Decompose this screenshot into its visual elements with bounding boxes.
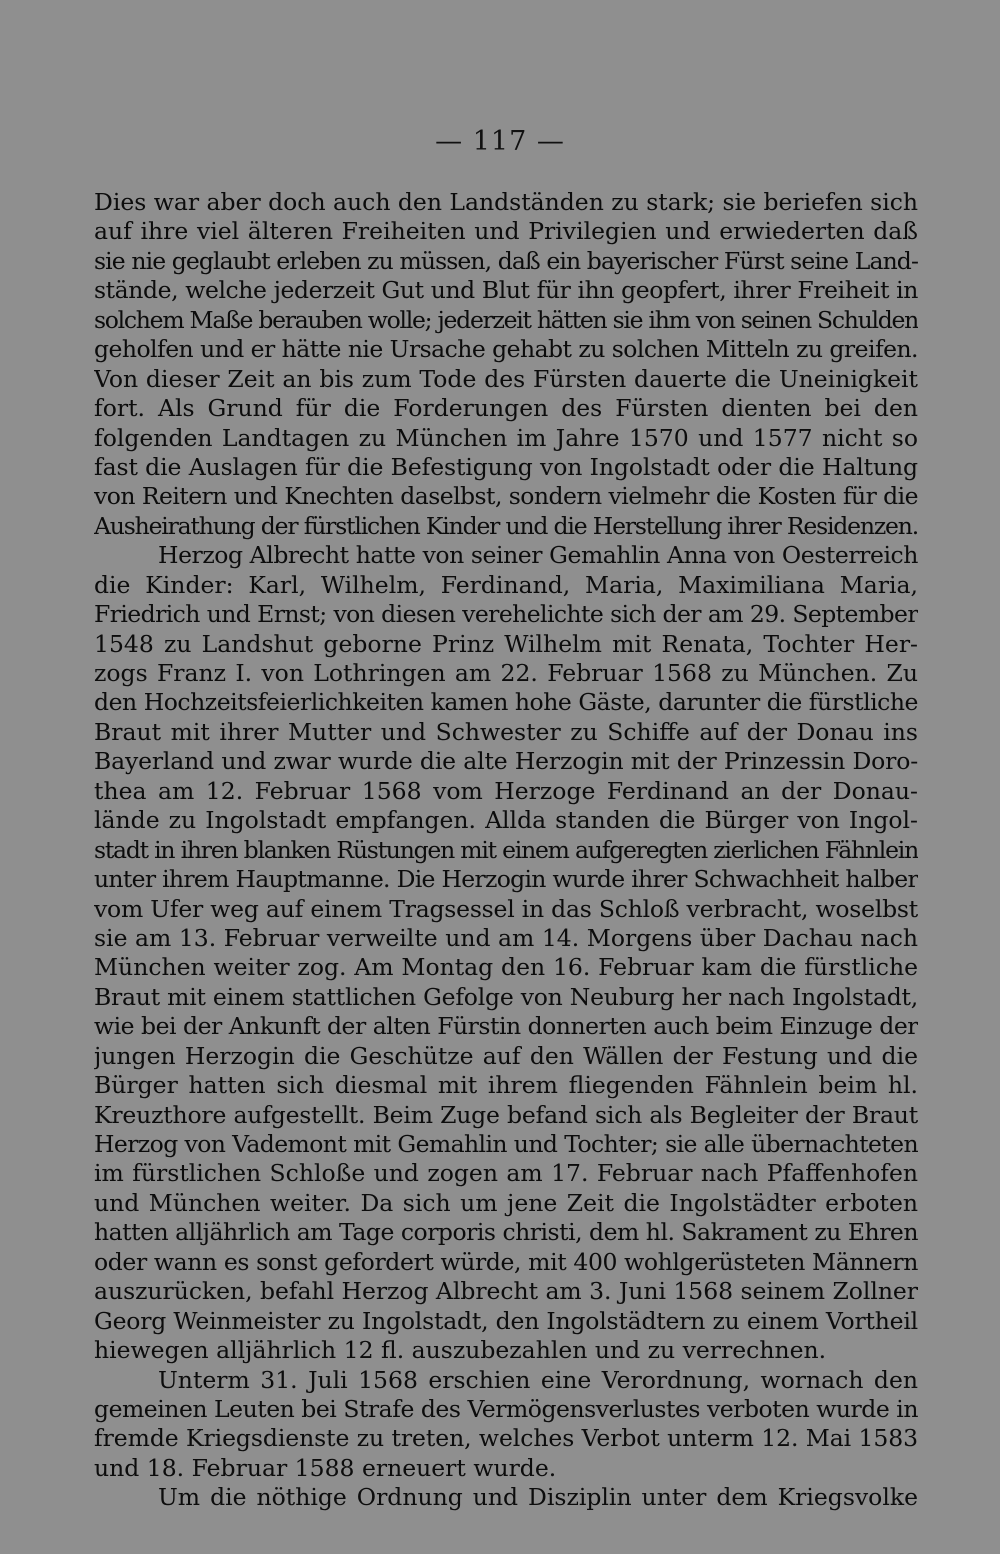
text-line: fort. Als Grund für die Forderungen des Fürsten dienten bei den bbox=[94, 394, 918, 423]
text-line: fast die Auslagen für die Befestigung von Ingolstadt oder die Haltung bbox=[94, 452, 918, 481]
text-line: den Hochzeitsfeierlichkeiten kamen hohe Gäste, darunter die fürstliche bbox=[94, 688, 918, 717]
text-line: Kreuzthore aufgestellt. Beim Zuge befand sich als Begleiter der Braut bbox=[94, 1100, 918, 1129]
text-line: stadt in ihren blanken Rüstungen mit einem aufgeregten zierlichen Fähnlein bbox=[94, 835, 918, 864]
text-line: und München weiter. Da sich um jene Zeit die Ingolstädter erboten bbox=[94, 1188, 918, 1217]
text-line: Ausheirathung der fürstlichen Kinder und die Herstellung ihrer Residenzen. bbox=[94, 511, 918, 540]
text-line: stände, welche jederzeit Gut und Blut für ihn geopfert, ihrer Freiheit in bbox=[94, 276, 918, 305]
text-line: zogs Franz I. von Lothringen am 22. Februar 1568 zu München. Zu bbox=[94, 659, 918, 687]
text-line: von Reitern und Knechten daselbst, sondern vielmehr die Kosten für die bbox=[94, 482, 918, 511]
text-line: sie nie geglaubt erleben zu müssen, daß ein bayerischer Fürst seine Land- bbox=[94, 246, 918, 275]
text-line: die Kinder: Karl, Wilhelm, Ferdinand, Maria, Maximiliana Maria, bbox=[94, 570, 918, 599]
text-line: thea am 12. Februar 1568 vom Herzoge Ferdinand an der Donau- bbox=[94, 776, 918, 805]
text-line: folgenden Landtagen zu München im Jahre 1570 und 1577 nicht so bbox=[94, 423, 918, 452]
text-line: Herzog von Vademont mit Gemahlin und Tochter; sie alle übernachteten bbox=[94, 1130, 918, 1158]
text-line: unter ihrem Hauptmanne. Die Herzogin wurde ihrer Schwachheit halber bbox=[94, 865, 918, 894]
text-line: Herzog Albrecht hatte von seiner Gemahlin Anna von Oesterreich bbox=[158, 541, 918, 570]
page-number: — 117 — bbox=[435, 126, 565, 157]
text-line: gemeinen Leuten bei Strafe des Vermögensverlustes verboten wurde in bbox=[94, 1394, 918, 1423]
text-line: auf ihre viel älteren Freiheiten und Privilegien und erwiederten daß bbox=[94, 217, 918, 246]
text-line: hiewegen alljährlich 12 fl. auszubezahlen und zu verrechnen. bbox=[94, 1336, 827, 1365]
text-line: oder wann es sonst gefordert würde, mit 400 wohlgerüsteten Männern bbox=[94, 1247, 918, 1276]
text-line: lände zu Ingolstadt empfangen. Allda standen die Bürger von Ingol- bbox=[94, 806, 918, 835]
text-line: Bürger hatten sich diesmal mit ihrem fliegenden Fähnlein beim hl. bbox=[94, 1071, 918, 1100]
text-line: jungen Herzogin die Geschütze auf den Wällen der Festung und die bbox=[94, 1041, 918, 1070]
text-line: Dies war aber doch auch den Landständen zu stark; sie beriefen sich bbox=[94, 188, 918, 216]
text-line: auszurücken, befahl Herzog Albrecht am 3. Juni 1568 seinem Zollner bbox=[94, 1277, 918, 1306]
text-line: Unterm 31. Juli 1568 erschien eine Verordnung, wornach den bbox=[158, 1365, 918, 1394]
text-line: hatten alljährlich am Tage corporis christi, dem hl. Sakrament zu Ehren bbox=[94, 1218, 918, 1247]
text-line: geholfen und er hätte nie Ursache gehabt zu solchen Mitteln zu greifen. bbox=[94, 335, 918, 364]
text-line: München weiter zog. Am Montag den 16. Februar kam die fürstliche bbox=[94, 953, 918, 982]
text-line: vom Ufer weg auf einem Tragsessel in das Schloß verbracht, woselbst bbox=[94, 894, 918, 923]
text-line: Georg Weinmeister zu Ingolstadt, den Ingolstädtern zu einem Vortheil bbox=[94, 1306, 918, 1335]
text-line: fremde Kriegsdienste zu treten, welches Verbot unterm 12. Mai 1583 bbox=[94, 1424, 918, 1453]
text-line: 1548 zu Landshut geborne Prinz Wilhelm mit Renata, Tochter Her- bbox=[94, 629, 918, 658]
text-line: Um die nöthige Ordnung und Disziplin unter dem Kriegsvolke bbox=[158, 1483, 918, 1512]
text-line: Friedrich und Ernst; von diesen verehelichte sich der am 29. September bbox=[94, 600, 918, 629]
body-text bbox=[94, 188, 918, 1513]
text-line: Von dieser Zeit an bis zum Tode des Fürsten dauerte die Uneinigkeit bbox=[94, 364, 918, 393]
text-line: Braut mit einem stattlichen Gefolge von Neuburg her nach Ingolstadt, bbox=[94, 982, 918, 1011]
text-line: Bayerland und zwar wurde die alte Herzogin mit der Prinzessin Doro- bbox=[94, 747, 918, 776]
text-line: sie am 13. Februar verweilte und am 14. Morgens über Dachau nach bbox=[94, 923, 918, 952]
text-line: solchem Maße berauben wolle; jederzeit hätten sie ihm von seinen Schulden bbox=[94, 305, 918, 334]
text-line: im fürstlichen Schloße und zogen am 17. Februar nach Pfaffenhofen bbox=[94, 1159, 918, 1188]
text-line: wie bei der Ankunft der alten Fürstin donnerten auch beim Einzuge der bbox=[94, 1012, 918, 1041]
text-line: und 18. Februar 1588 erneuert wurde. bbox=[94, 1453, 557, 1482]
text-line: Braut mit ihrer Mutter und Schwester zu Schiffe auf der Donau ins bbox=[94, 717, 918, 746]
